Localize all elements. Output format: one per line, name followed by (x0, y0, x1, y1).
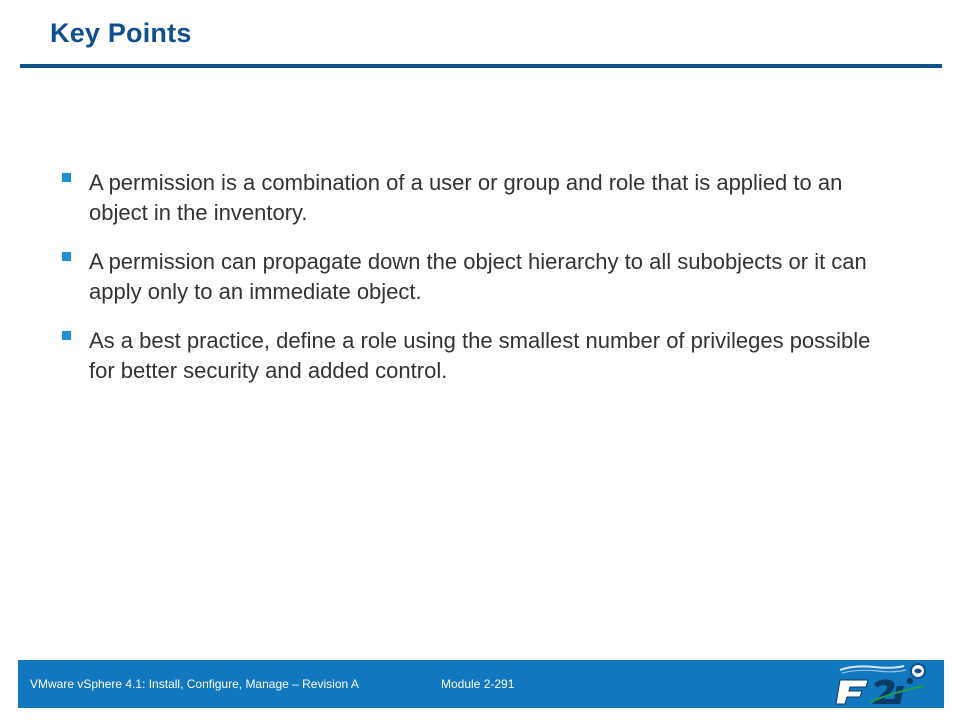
bullet-text: A permission is a combination of a user or group and role that is applied to an object in the inventory. (89, 170, 843, 225)
bullet-text: As a best practice, define a role using the smallest number of privileges possible for better security and added control. (89, 328, 871, 383)
footer-bar (18, 660, 944, 708)
bullet-item (60, 326, 890, 386)
square-bullet-icon (62, 331, 71, 340)
footer-module-number: Module 2-291 (441, 677, 515, 691)
bullet-text: A permission can propagate down the object hierarchy to all subobjects or it can apply only to an immediate object. (89, 249, 867, 304)
bullet-list (60, 168, 890, 405)
square-bullet-icon (62, 173, 71, 182)
footer-course-title: VMware vSphere 4.1: Install, Configure, Manage – Revision A (30, 677, 359, 691)
square-bullet-icon (62, 252, 71, 261)
digital-f2i-logo-icon (834, 662, 930, 706)
title-divider (20, 64, 942, 68)
bullet-item (60, 168, 890, 228)
slide-title: Key Points (50, 18, 192, 48)
bullet-item (60, 247, 890, 307)
